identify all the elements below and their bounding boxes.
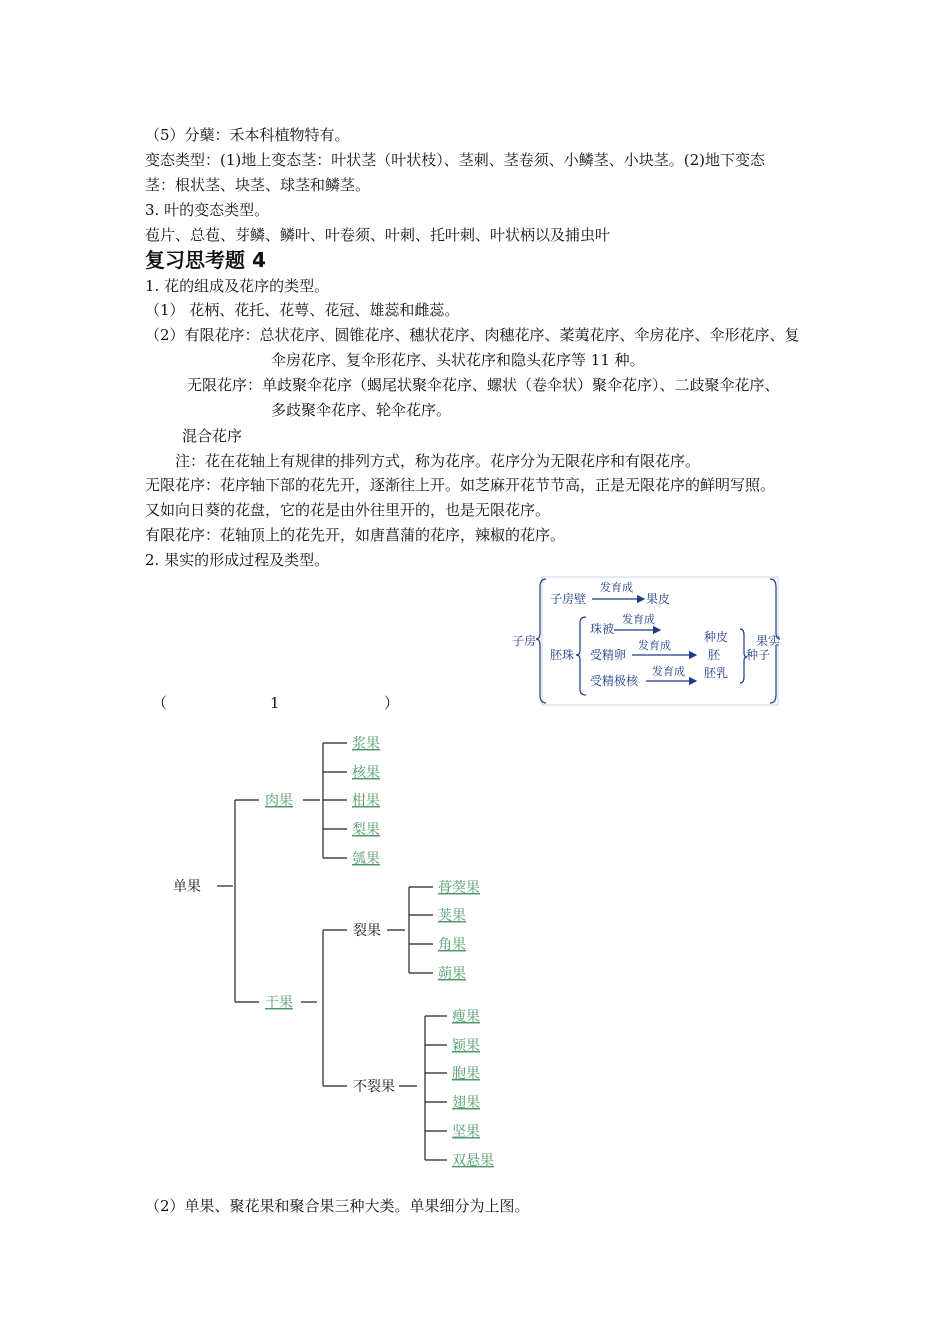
- fruit-type-link[interactable]: 胞果: [452, 1066, 480, 1082]
- fruit-type-link[interactable]: 柑果: [352, 793, 380, 809]
- tree-root-label: 单果: [173, 879, 201, 895]
- seed-coat-label: 种皮: [704, 630, 729, 644]
- text-line: 又如向日葵的花盘，它的花是由外往里开的，也是无限花序。: [145, 501, 551, 519]
- text-line: 苞片、总苞、芽鳞、鳞叶、叶卷须、叶刺、托叶刺、叶状柄以及捕虫叶: [145, 226, 611, 244]
- text-line: 1. 花的组成及花序的类型。: [145, 277, 330, 295]
- fruit-type-link[interactable]: 翅果: [452, 1095, 480, 1111]
- fruit-type-label: 双悬果: [452, 1153, 494, 1169]
- text-line: 混合花序: [182, 427, 243, 445]
- text-line: （5）分蘖：禾本科植物特有。: [145, 126, 350, 144]
- fruit-classification-tree: [165, 725, 525, 1185]
- fruit-type-link[interactable]: 坚果: [452, 1124, 480, 1140]
- text-line: 变态类型：(1)地上变态茎：叶状茎（叶状枝）、茎刺、茎卷须、小鳞茎、小块茎。(2)地下变态: [145, 151, 765, 169]
- text-line: 2. 果实的形成过程及类型。: [145, 551, 330, 569]
- arrow-label: 发育成: [652, 665, 685, 678]
- arrow-label: 发育成: [638, 639, 671, 652]
- fruit-type-link[interactable]: 荚果: [438, 908, 466, 924]
- fruit-type-link[interactable]: 角果: [438, 937, 466, 953]
- arrow-label: 发育成: [600, 581, 633, 594]
- fruit-type-link[interactable]: 核果: [352, 765, 380, 781]
- text-line: 3. 叶的变态类型。: [145, 201, 270, 219]
- integument-label: 珠被: [590, 622, 615, 636]
- fruit-formation-diagram: [510, 573, 780, 708]
- endosperm-label: 胚乳: [704, 666, 729, 680]
- ovary-label: 子房: [512, 634, 537, 648]
- paren-close: ）: [384, 694, 400, 712]
- fruit-type-link[interactable]: 蓇葖果: [438, 880, 480, 896]
- dehiscent-fruit-label: 裂果: [353, 923, 381, 939]
- ovary-wall-label: 子房壁: [550, 592, 587, 606]
- fleshy-fruit-link[interactable]: 肉果: [265, 793, 293, 809]
- fruit-type-link[interactable]: 瘦果: [452, 1009, 480, 1025]
- text-line: （2）有限花序：总状花序、圆锥花序、穗状花序、肉穗花序、葇荑花序、伞房花序、伞形花序、复: [145, 326, 800, 344]
- text-line: 注：花在花轴上有规律的排列方式，称为花序。花序分为无限花序和有限花序。: [175, 452, 701, 470]
- ovule-label: 胚珠: [550, 648, 575, 662]
- fruit-type-link[interactable]: 浆果: [352, 736, 380, 752]
- fruit-label: 果实: [755, 634, 780, 648]
- tree-lines: [217, 743, 447, 1160]
- text-line: 无限花序：花序轴下部的花先开，逐渐往上开。如芝麻开花节节高，正是无限花序的鲜明写照。: [145, 476, 776, 494]
- text-line: （1） 花柄、花托、花萼、花冠、雄蕊和雌蕊。: [145, 301, 460, 319]
- text-line: （2）单果、聚花果和聚合果三种大类。单果细分为上图。: [145, 1197, 530, 1215]
- fruit-type-link[interactable]: 瓠果: [352, 851, 380, 867]
- embryo-label: 胚: [708, 648, 721, 662]
- fertilized-polar-label: 受精极核: [590, 674, 639, 688]
- fertilized-egg-label: 受精卵: [590, 648, 627, 662]
- fruit-type-link[interactable]: 梨果: [352, 822, 380, 838]
- seed-label: 种子: [746, 648, 771, 662]
- text-line: 有限花序：花轴顶上的花先开，如唐菖蒲的花序，辣椒的花序。: [145, 526, 566, 544]
- pericarp-label: 果皮: [646, 592, 671, 606]
- text-line: 多歧聚伞花序、轮伞花序。: [271, 401, 452, 419]
- dry-fruit-link[interactable]: 干果: [265, 995, 293, 1011]
- text-line: 茎：根状茎、块茎、球茎和鳞茎。: [145, 176, 371, 194]
- section-heading: 复习思考题 4: [145, 248, 266, 272]
- fruit-type-link[interactable]: 蒴果: [438, 966, 466, 982]
- text-line: 伞房花序、复伞形花序、头状花序和隐头花序等 11 种。: [271, 351, 645, 369]
- arrow-label: 发育成: [622, 613, 655, 626]
- paren-open: （: [152, 694, 168, 712]
- indehiscent-fruit-label: 不裂果: [353, 1079, 395, 1095]
- text-line: 无限花序：单歧聚伞花序（蝎尾状聚伞花序、螺状（卷伞状）聚伞花序）、二歧聚伞花序、: [187, 376, 780, 394]
- fruit-type-link[interactable]: 颖果: [452, 1038, 480, 1054]
- paren-number: 1: [270, 694, 280, 712]
